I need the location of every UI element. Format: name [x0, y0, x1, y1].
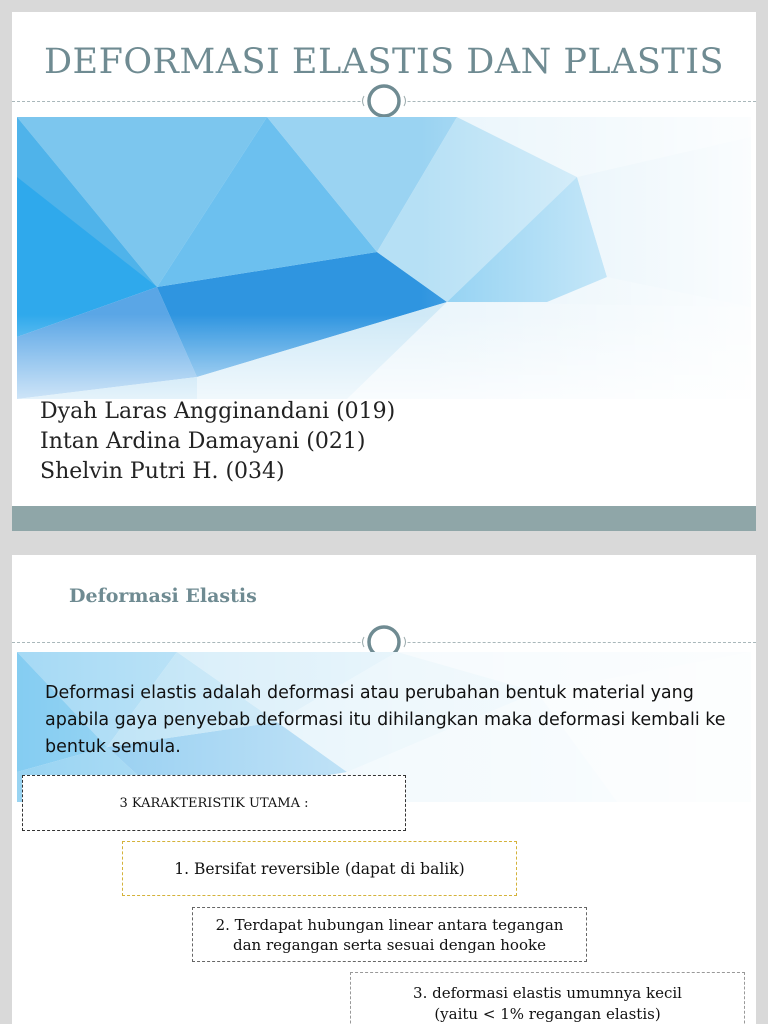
characteristic-text: 2. Terdapat hubungan linear antara tegangan: [215, 915, 564, 934]
footer-bar: [12, 506, 756, 531]
characteristics-heading-box: [22, 775, 406, 831]
circle-ornament-icon: [358, 84, 410, 118]
characteristic-text: (yaitu < 1% regangan elastis): [434, 1005, 661, 1023]
author-name: Dyah Laras Angginandani (019): [40, 399, 396, 424]
slide-title: Deformasi Elastis: [69, 585, 257, 607]
characteristic-box-2: [192, 907, 587, 962]
characteristic-box-3: [350, 972, 745, 1024]
title-slide: [12, 12, 756, 531]
author-name: Shelvin Putri H. (034): [40, 459, 285, 484]
characteristic-text: 1. Bersifat reversible (dapat di balik): [174, 859, 465, 878]
content-slide: [12, 555, 756, 1024]
characteristic-text: 3. deformasi elastis umumnya kecil: [413, 984, 682, 1002]
author-name: Intan Ardina Damayani (021): [40, 429, 366, 454]
slide-title: DEFORMASI ELASTIS DAN PLASTIS: [43, 42, 725, 82]
geometric-banner: [17, 117, 751, 399]
definition-text: Deformasi elastis adalah deformasi atau perubahan bentuk material yang apabila gaya penyebab deformasi itu dihilangkan maka deformasi kembali ke bentuk semula.: [45, 683, 726, 757]
characteristic-text: dan regangan serta sesuai dengan hooke: [233, 935, 546, 954]
author-list: [40, 397, 395, 487]
characteristics-heading: 3 KARAKTERISTIK UTAMA :: [119, 795, 309, 811]
characteristic-box-1: [122, 841, 517, 896]
